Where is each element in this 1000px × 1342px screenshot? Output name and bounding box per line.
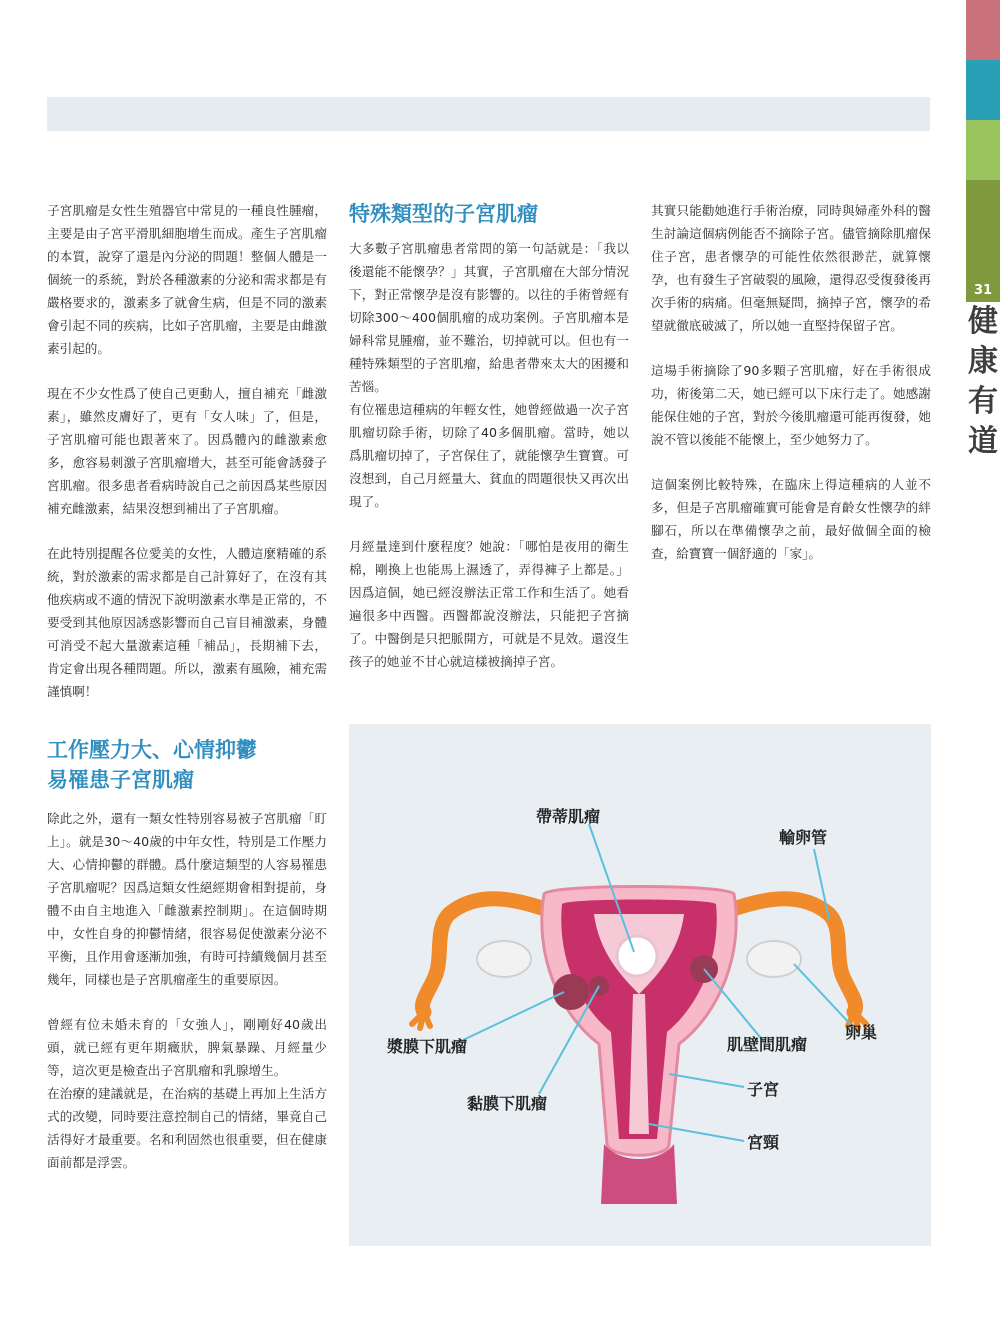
stress-section	[47, 735, 327, 1174]
stress-heading-line2: 易罹患子宮肌瘤	[47, 768, 194, 792]
ovary-right	[747, 941, 801, 977]
pedunculated-fibroid	[617, 936, 657, 976]
uterus-illustration	[349, 724, 931, 1246]
column-2	[349, 199, 629, 695]
side-strip-pink	[966, 0, 1000, 60]
leader-uterus	[669, 1074, 744, 1087]
label-cervix: 宮頸	[747, 1133, 780, 1152]
side-strip-olive	[966, 180, 1000, 280]
label-ovary: 卵巢	[845, 1023, 878, 1042]
col2-paragraph-1: 大多數子宮肌瘤患者常問的第一句話就是：「我以後還能不能懷孕？」其實，子宮肌瘤在大部分情況下，對正常懷孕是沒有影響的。以往的手術曾經有切除300～400個肌瘤的成功案例。子宮肌瘤本是婦科常見腫瘤，並不難治，切掉就可以。但也有一種特殊類型的子宮肌瘤，給患者帶來太大的困擾和苦惱。	[349, 241, 629, 394]
col3-paragraph-1: 其實只能勸她進行手術治療，同時與婦產外科的醫生討論這個病例能否不摘除子宮。儘管摘除肌瘤保住子宮，患者懷孕的可能性依然很渺茫，就算懷孕，也有發生子宮破裂的風險，還得忍受復發後再次手術的病痛。但毫無疑問，摘掉子宮，懷孕的希望就徹底破滅了，所以她一直堅持保留子宮。	[651, 203, 931, 333]
col1-paragraph-3: 在此特別提醒各位愛美的女性，人體這麼精確的系統，對於激素的需求都是自己計算好了，在沒有其他疾病或不適的情況下說明激素水準是正常的，不要受到其他原因誘惑影響而自己盲目補激素，身體可消受不起大量激素這種「補品」，長期補下去，肯定會出現各種問題。所以，激素有風險，補充需謹慎啊！	[47, 546, 327, 699]
col1-paragraph-2: 現在不少女性爲了使自己更動人，擅自補充「雌激素」，雖然皮膚好了，更有「女人味」了，但是，子宮肌瘤可能也跟著來了。因爲體內的雌激素愈多，愈容易刺激子宮肌瘤增大，甚至可能會誘發子宮肌瘤。很多患者看病時說自己之前因爲某些原因補充雌激素，結果沒想到補出了子宮肌瘤。	[47, 386, 327, 516]
stress-heading-line1: 工作壓力大、心情抑鬱	[47, 738, 257, 762]
col1-paragraph-1: 子宮肌瘤是女性生殖器官中常見的一種良性腫瘤，主要是由子宮平滑肌細胞增生而成。產生子宮肌瘤的本質，說穿了還是內分泌的問題！整個人體是一個統一的系統，對於各種激素的分泌和需求都是有嚴格要求的，激素多了就會生病，但是不同的激素會引起不同的疾病，比如子宮肌瘤，主要是由雌激素引起的。	[47, 203, 327, 356]
stress-paragraph-1: 除此之外，還有一類女性特別容易被子宮肌瘤「盯上」。就是30～40歲的中年女性，特別是工作壓力大、心情抑鬱的群體。爲什麼這類型的人容易罹患子宮肌瘤呢？因爲這類女性絕經期會相對提前，身體不由自主地進入「雌激素控制期」。在這個時期中，女性自身的抑鬱情緒，很容易促使激素分泌不平衡，且作用會逐漸加強，有時可持續幾個月甚至幾年，同樣也是子宮肌瘤產生的重要原因。	[47, 811, 327, 987]
subserosal-fibroid	[553, 974, 589, 1010]
label-subserosal: 漿膜下肌瘤	[387, 1037, 468, 1056]
label-pedunculated: 帶蒂肌瘤	[536, 807, 601, 826]
section-name: 健康有道	[968, 304, 998, 459]
side-strip-green	[966, 120, 1000, 180]
special-type-heading: 特殊類型的子宮肌瘤	[349, 202, 538, 226]
page-number: 31	[966, 280, 1000, 302]
fimbriae-left	[412, 1012, 430, 1028]
column-1	[47, 199, 327, 725]
side-strip-teal	[966, 60, 1000, 120]
col2-paragraph-2: 有位罹患這種病的年輕女性，她曾經做過一次子宮肌瘤切除手術，切除了40多個肌瘤。當時，她以爲肌瘤切掉了，子宮保住了，就能懷孕生寶寶。可沒想到，自己月經量大、貧血的問題很快又再次出現了。	[349, 402, 629, 509]
label-submucosal: 黏膜下肌瘤	[467, 1094, 548, 1113]
label-uterus: 子宮	[747, 1080, 780, 1099]
header-band	[47, 97, 930, 131]
uterus-diagram	[349, 724, 931, 1246]
leader-subserosal	[459, 992, 564, 1042]
col3-paragraph-3: 這個案例比較特殊，在臨床上得這種病的人並不多，但是子宮肌瘤確實可能會是育齡女性懷孕的絆腳石，所以在準備懷孕之前，最好做個全面的檢查，給寶寶一個舒適的「家」。	[651, 477, 931, 561]
col2-paragraph-3: 月經量達到什麼程度？她說：「哪怕是夜用的衛生棉，剛換上也能馬上濕透了，弄得褲子上都是。」因爲這個，她已經沒辦法正常工作和生活了。她看遍很多中西醫。西醫都說沒辦法，只能把子宮摘了。中醫倒是只把脈開方，可就是不見效。還沒生孩子的她並不甘心就這樣被摘掉子宮。	[349, 539, 629, 669]
label-fallopian-tube: 輸卵管	[779, 828, 828, 847]
column-3	[651, 199, 931, 587]
col3-paragraph-2: 這場手術摘除了90多顆子宮肌瘤，好在手術很成功，術後第二天，她已經可以下床行走了。她感謝能保住她的子宮，對於今後肌瘤還可能再復發，她說不管以後能不能懷上，至少她努力了。	[651, 363, 931, 447]
stress-paragraph-2: 曾經有位未婚未育的「女強人」，剛剛好40歲出頭，就已經有更年期癥狀，脾氣暴躁、月經量少等，這次更是檢查出子宮肌瘤和乳腺增生。	[47, 1017, 327, 1078]
stress-paragraph-3: 在治療的建議就是，在治病的基礎上再加上生活方式的改變，同時要注意控制自己的情緒，畢竟自己活得好才最重要。名和利固然也很重要，但在健康面前都是浮雲。	[47, 1086, 327, 1170]
ovary-left	[477, 941, 531, 977]
label-intramural: 肌壁間肌瘤	[727, 1035, 808, 1054]
